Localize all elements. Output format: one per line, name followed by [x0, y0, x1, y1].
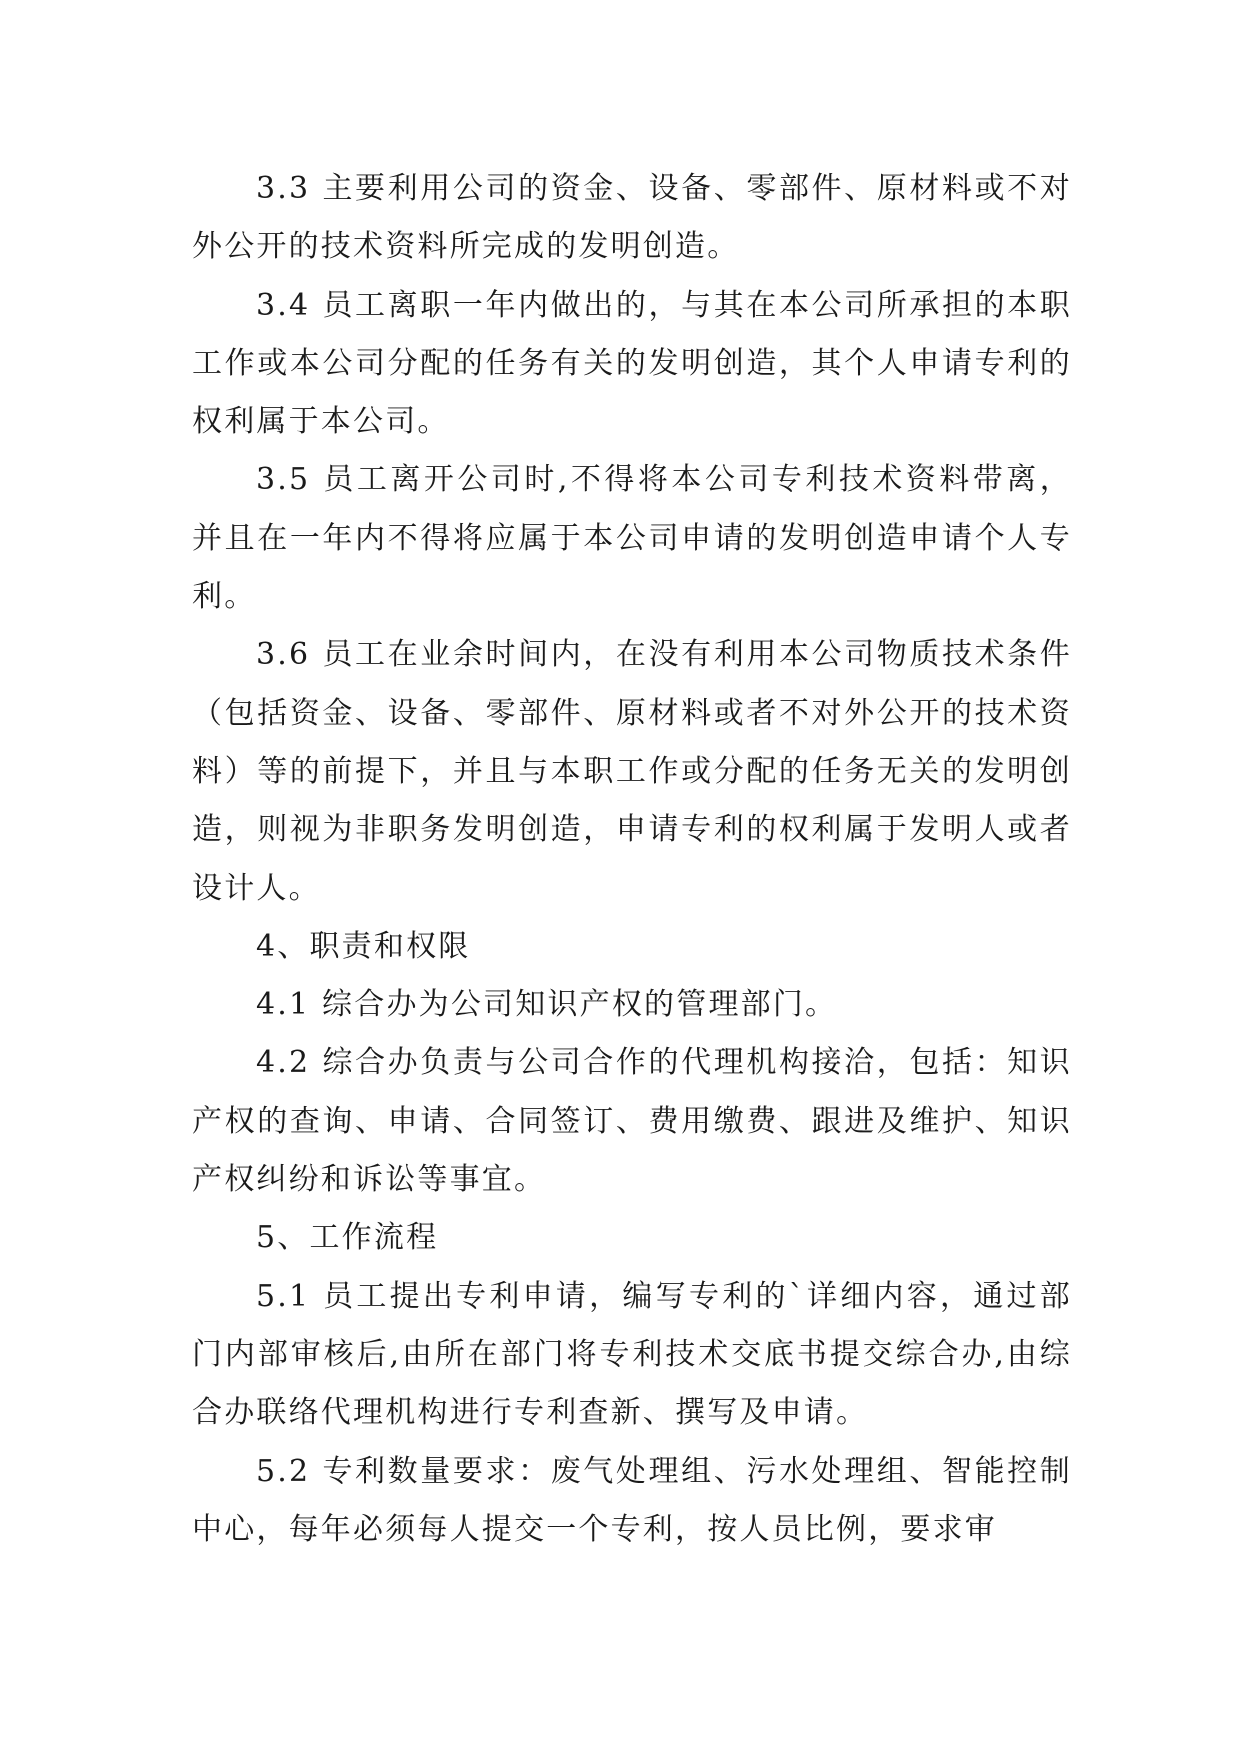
paragraph-3-5: 3.5 员工离开公司时,不得将本公司专利技术资料带离，并且在一年内不得将应属于本公司申请的发明创造申请个人专利。 [192, 462, 1072, 615]
section-heading-5: 5、工作流程 [256, 1220, 439, 1256]
paragraph-3-3: 3.3 主要利用公司的资金、设备、零部件、原材料或不对外公开的技术资料所完成的发明创造。 [192, 171, 1072, 265]
paragraph-3-4: 3.4 员工离职一年内做出的，与其在本公司所承担的本职工作或本公司分配的任务有关的发明创造，其个人申请专利的权利属于本公司。 [192, 287, 1072, 440]
document-body [192, 160, 1072, 1559]
paragraph-3-6: 3.6 员工在业余时间内，在没有利用本公司物质技术条件（包括资金、设备、零部件、原材料或者不对外公开的技术资料）等的前提下，并且与本职工作或分配的任务无关的发明创造，则视为非职务发明创造，申请专利的权利属于发明人或者设计人。 [192, 637, 1072, 906]
paragraph-4-1: 4.1 综合办为公司知识产权的管理部门。 [256, 987, 838, 1023]
paragraph-5-2: 5.2 专利数量要求：废气处理组、污水处理组、智能控制中心，每年必须每人提交一个专利，按人员比例，要求审 [192, 1453, 1072, 1547]
section-heading-4: 4、职责和权限 [256, 928, 471, 964]
paragraph-4-2: 4.2 综合办负责与公司合作的代理机构接洽，包括：知识产权的查询、申请、合同签订、费用缴费、跟进及维护、知识产权纠纷和诉讼等事宜。 [192, 1045, 1072, 1198]
paragraph-5-1: 5.1 员工提出专利申请，编写专利的`详细内容，通过部门内部审核后,由所在部门将专利技术交底书提交综合办,由综合办联络代理机构进行专利查新、撰写及申请。 [192, 1278, 1072, 1431]
